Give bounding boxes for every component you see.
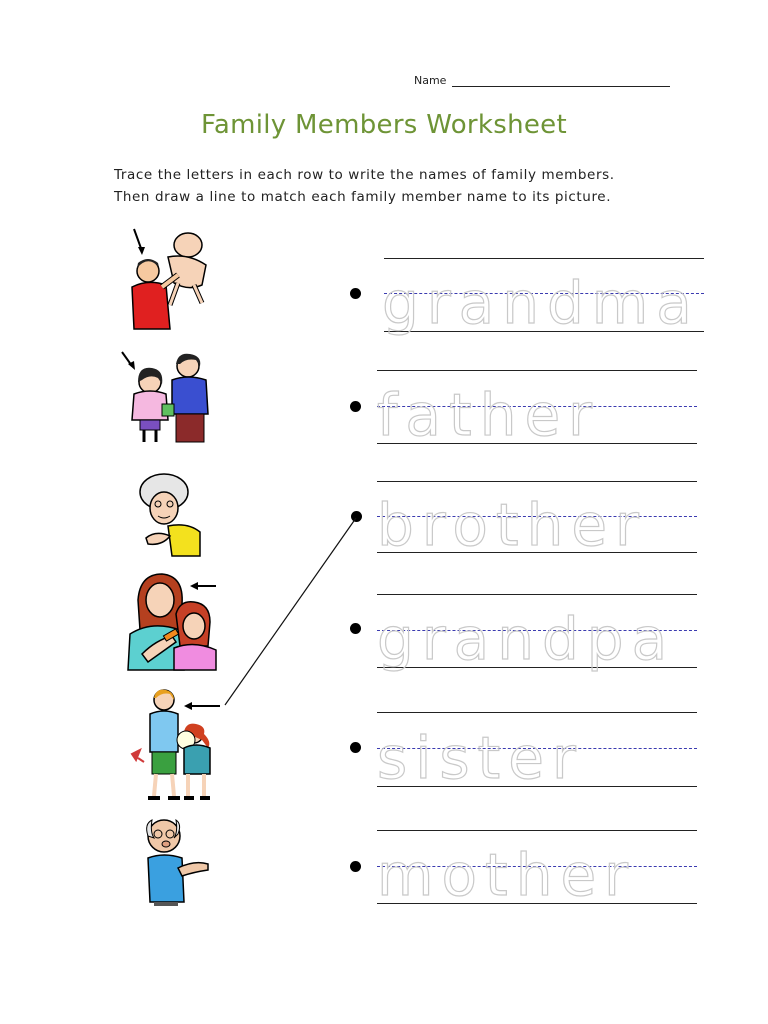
match-dot-3[interactable] <box>351 511 362 522</box>
page-title: Family Members Worksheet <box>201 110 567 140</box>
trace-word-5[interactable]: sister <box>377 724 584 792</box>
instruction-line-1: Trace the letters in each row to write the names of family members. <box>114 167 615 183</box>
guide-top-6 <box>377 830 697 831</box>
match-dot-4[interactable] <box>350 623 361 634</box>
guide-top-2 <box>377 370 697 371</box>
guide-top-3 <box>377 481 697 482</box>
trace-word-2[interactable]: father <box>377 381 600 449</box>
match-dot-1[interactable] <box>350 288 361 299</box>
name-label: Name <box>414 74 447 87</box>
father-with-baby-icon <box>118 225 218 335</box>
guide-top-5 <box>377 712 697 713</box>
trace-word-3[interactable]: brother <box>377 491 647 559</box>
mother-and-daughter-icon <box>122 570 222 674</box>
match-dot-5[interactable] <box>350 742 361 753</box>
sister-and-brother-icon <box>118 348 218 448</box>
name-field[interactable] <box>414 74 670 87</box>
brother-and-sister-icon <box>128 688 224 804</box>
match-dot-2[interactable] <box>350 401 361 412</box>
match-dot-6[interactable] <box>350 861 361 872</box>
grandma-icon <box>132 472 212 558</box>
grandpa-icon <box>138 816 216 906</box>
guide-top-4 <box>377 594 697 595</box>
trace-word-1[interactable]: grandma <box>382 269 700 337</box>
trace-word-4[interactable]: grandpa <box>377 605 676 673</box>
guide-top-1 <box>384 258 704 259</box>
trace-word-6[interactable]: mother <box>377 841 637 909</box>
instructions <box>114 164 615 208</box>
name-blank-line[interactable] <box>452 75 670 87</box>
instruction-line-2: Then draw a line to match each family member name to its picture. <box>114 189 612 205</box>
